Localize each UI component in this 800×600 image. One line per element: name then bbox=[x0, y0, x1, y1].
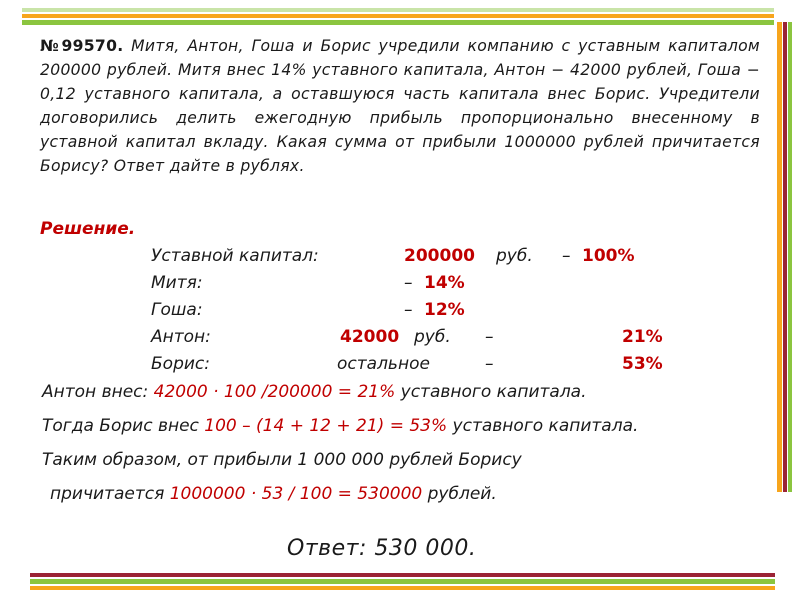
anton-percent: 21% bbox=[622, 327, 663, 347]
capital-percent: 100% bbox=[582, 246, 635, 266]
bottom-stripe-orange bbox=[30, 586, 775, 590]
problem-text: Митя, Антон, Гоша и Борис учредили компанию с уставным капиталом 200000 рублей. Митя внес 14% уставного капитала, Антон − 42000 рублей, Гоша − 0,12 уставного капитала, а оставшуюся часть капитала внес Борис. Учредители договорились делить ежегодную прибыль пропорционально внесенному в уставной капитал вкладу. Какая сумма от прибыли 1000000 рублей причитается Борису? Ответ дайте в рублях. bbox=[40, 37, 760, 175]
top-stripe-light-green bbox=[22, 8, 774, 12]
gosha-percent: 12% bbox=[424, 300, 465, 320]
right-stripe-maroon bbox=[783, 22, 787, 492]
capital-dash: – bbox=[562, 246, 571, 266]
line4-suffix: рублей. bbox=[422, 484, 497, 504]
problem-number: №99570. bbox=[40, 37, 124, 55]
top-stripe-orange bbox=[22, 14, 774, 18]
solution-line-profit bbox=[42, 450, 522, 470]
solution-line-result bbox=[50, 484, 497, 504]
anton-dash: – bbox=[485, 327, 494, 347]
line2-expression: 100 – (14 + 12 + 21) = 53% bbox=[204, 416, 448, 436]
solution-line-anton bbox=[42, 382, 587, 402]
final-answer: Ответ: 530 000. bbox=[287, 536, 477, 561]
boris-dash: – bbox=[485, 354, 494, 374]
boris-label: Борис: bbox=[151, 354, 210, 374]
bottom-stripe-green bbox=[30, 579, 775, 584]
top-stripe-green bbox=[22, 20, 774, 25]
anton-unit: руб. bbox=[414, 327, 451, 347]
line2-suffix: уставного капитала. bbox=[447, 416, 639, 436]
gosha-dash: – bbox=[404, 300, 413, 320]
capital-amount: 200000 bbox=[404, 246, 475, 266]
line1-expression: 42000 · 100 /200000 = 21% bbox=[153, 382, 396, 402]
line2-prefix: Тогда Борис внес bbox=[42, 416, 205, 436]
mitya-label: Митя: bbox=[151, 273, 203, 293]
solution-line-boris bbox=[42, 416, 638, 436]
bottom-stripe-maroon bbox=[30, 573, 775, 577]
line4-expression: 1000000 · 53 / 100 = 530000 bbox=[169, 484, 423, 504]
boris-amount: остальное bbox=[337, 354, 430, 374]
capital-unit: руб. bbox=[496, 246, 533, 266]
line1-prefix: Антон внес: bbox=[42, 382, 154, 402]
solution-heading: Решение. bbox=[40, 219, 136, 239]
problem-statement bbox=[40, 34, 760, 178]
anton-label: Антон: bbox=[151, 327, 211, 347]
right-stripe-green bbox=[788, 22, 792, 492]
mitya-percent: 14% bbox=[424, 273, 465, 293]
line4-prefix: причитается bbox=[50, 484, 170, 504]
right-stripe-orange bbox=[777, 22, 782, 492]
boris-percent: 53% bbox=[622, 354, 663, 374]
anton-amount: 42000 bbox=[340, 327, 400, 347]
mitya-dash: – bbox=[404, 273, 413, 293]
line3-text: Таким образом, от прибыли 1 000 000 рублей Борису bbox=[42, 450, 522, 470]
capital-label: Уставной капитал: bbox=[151, 246, 319, 266]
gosha-label: Гоша: bbox=[151, 300, 203, 320]
line1-suffix: уставного капитала. bbox=[395, 382, 587, 402]
